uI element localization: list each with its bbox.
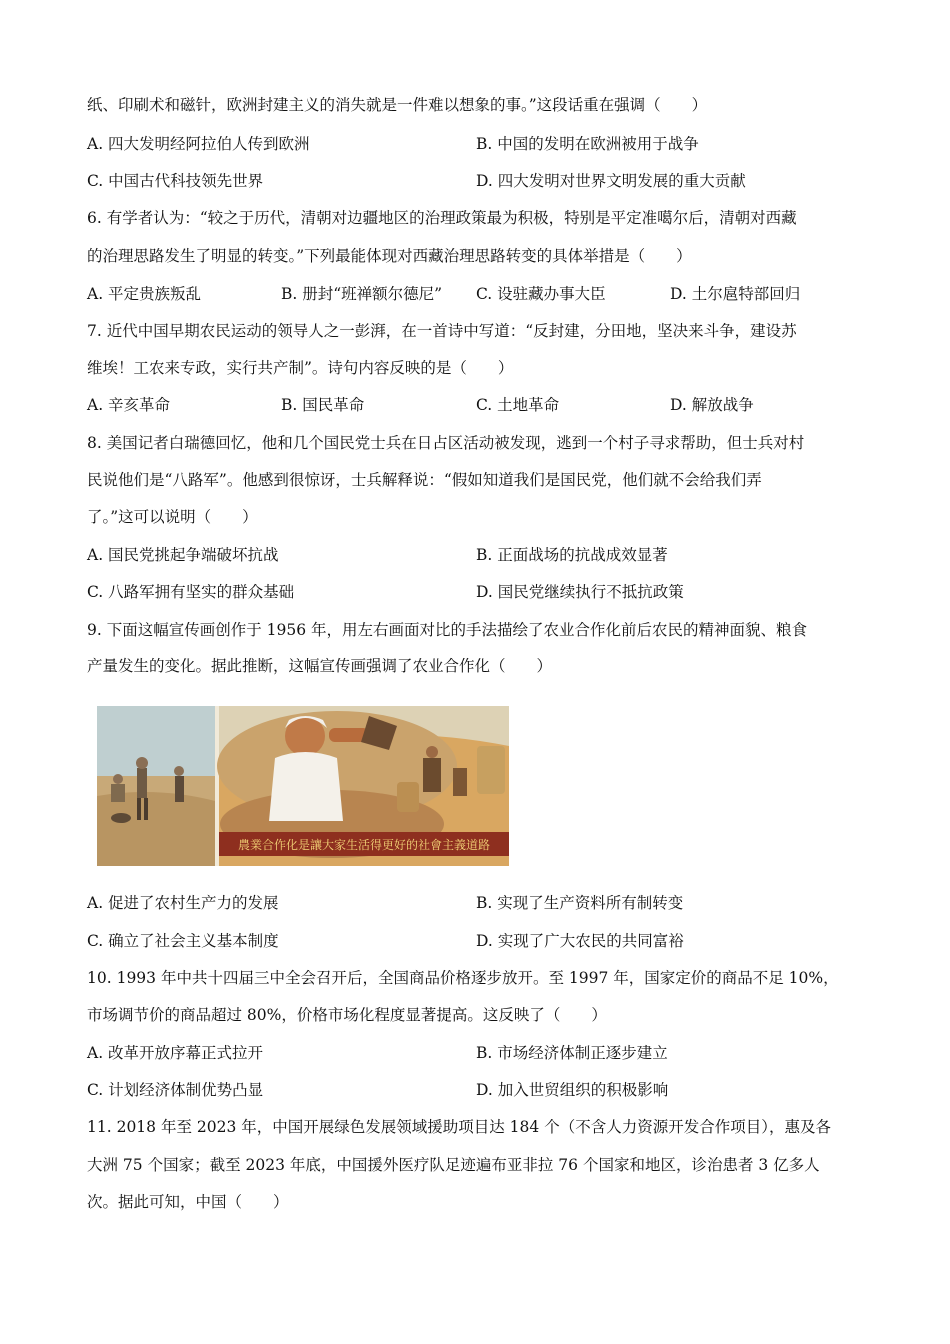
q10-stem-line-2: 市场调节价的商品超过 80%，价格市场化程度显著提高。这反映了（ ） (87, 1006, 607, 1024)
q8-option-b[interactable]: B. 正面战场的抗战成效显著 (476, 546, 668, 564)
q7-option-a[interactable]: A. 辛亥革命 (87, 396, 171, 414)
q7-stem-line-1: 7. 近代中国早期农民运动的领导人之一彭湃，在一首诗中写道：“反封建，分田地，坚决来斗争，建设苏 (87, 322, 797, 340)
q5-option-d[interactable]: D. 四大发明对世界文明发展的重大贡献 (476, 172, 746, 190)
q10-option-a[interactable]: A. 改革开放序幕正式拉开 (87, 1044, 264, 1062)
q7-option-b[interactable]: B. 国民革命 (281, 396, 365, 414)
q8-stem-line-3: 了。”这可以说明（ ） (87, 508, 258, 526)
propaganda-poster-image (97, 706, 509, 866)
q11-stem-line-2: 大洲 75 个国家；截至 2023 年底，中国援外医疗队足迹遍布亚非拉 76 个国家和地区，诊治患者 3 亿多人 (87, 1156, 820, 1174)
q11-stem-line-3: 次。据此可知，中国（ ） (87, 1193, 289, 1211)
q6-stem-line-2: 的治理思路发生了明显的转变。”下列最能体现对西藏治理思路转变的具体举措是（ ） (87, 247, 692, 265)
q6-option-a[interactable]: A. 平定贵族叛乱 (87, 285, 202, 303)
q5-option-c[interactable]: C. 中国古代科技领先世界 (87, 172, 264, 190)
q8-stem-line-1: 8. 美国记者白瑞德回忆，他和几个国民党士兵在日占区活动被发现，逃到一个村子寻求帮助，但士兵对村 (87, 434, 805, 452)
q6-stem-line-1: 6. 有学者认为：“较之于历代，清朝对边疆地区的治理政策最为积极，特别是平定准噶尔后，清朝对西藏 (87, 209, 797, 227)
q8-option-c[interactable]: C. 八路军拥有坚实的群众基础 (87, 583, 295, 601)
q7-option-d[interactable]: D. 解放战争 (670, 396, 754, 414)
q7-stem-line-2: 维埃！工农来专政，实行共产制”。诗句内容反映的是（ ） (87, 359, 514, 377)
q9-option-c[interactable]: C. 确立了社会主义基本制度 (87, 932, 279, 950)
q10-stem-line-1: 10. 1993 年中共十四届三中全会召开后，全国商品价格逐步放开。至 1997 年，国家定价的商品不足 10%， (87, 969, 839, 987)
q8-stem-line-2: 民说他们是“八路军”。他感到很惊讶，士兵解释说：“假如知道我们是国民党，他们就不会给我们弄 (87, 471, 762, 489)
q8-option-d[interactable]: D. 国民党继续执行不抵抗政策 (476, 583, 684, 601)
q7-option-c[interactable]: C. 土地革命 (476, 396, 560, 414)
q9-option-b[interactable]: B. 实现了生产资料所有制转变 (476, 894, 684, 912)
q11-stem-line-1: 11. 2018 年至 2023 年，中国开展绿色发展领域援助项目达 184 个（不含人力资源开发合作项目），惠及各 (87, 1118, 831, 1136)
q10-option-b[interactable]: B. 市场经济体制正逐步建立 (476, 1044, 668, 1062)
q9-stem-line-1: 9. 下面这幅宣传画创作于 1956 年，用左右画面对比的手法描绘了农业合作化前后农民的精神面貌、粮食 (87, 621, 808, 639)
q6-option-b[interactable]: B. 册封“班禅额尔德尼” (281, 285, 443, 303)
q5-option-b[interactable]: B. 中国的发明在欧洲被用于战争 (476, 135, 699, 153)
q10-option-c[interactable]: C. 计划经济体制优势凸显 (87, 1081, 264, 1099)
q9-stem-line-2: 产量发生的变化。据此推断，这幅宣传画强调了农业合作化（ ） (87, 657, 553, 675)
q10-option-d[interactable]: D. 加入世贸组织的积极影响 (476, 1081, 669, 1099)
poster-caption: 農業合作化是讓大家生活得更好的社會主義道路 (237, 838, 491, 852)
q6-option-d[interactable]: D. 土尔扈特部回归 (670, 285, 801, 303)
q5-stem-line: 纸、印刷术和磁针，欧洲封建主义的消失就是一件难以想象的事。”这段话重在强调（ ） (87, 96, 708, 114)
q6-option-c[interactable]: C. 设驻藏办事大臣 (476, 285, 606, 303)
q9-option-a[interactable]: A. 促进了农村生产力的发展 (87, 894, 279, 912)
q8-option-a[interactable]: A. 国民党挑起争端破坏抗战 (87, 546, 279, 564)
q5-option-a[interactable]: A. 四大发明经阿拉伯人传到欧洲 (87, 135, 310, 153)
q9-option-d[interactable]: D. 实现了广大农民的共同富裕 (476, 932, 684, 950)
